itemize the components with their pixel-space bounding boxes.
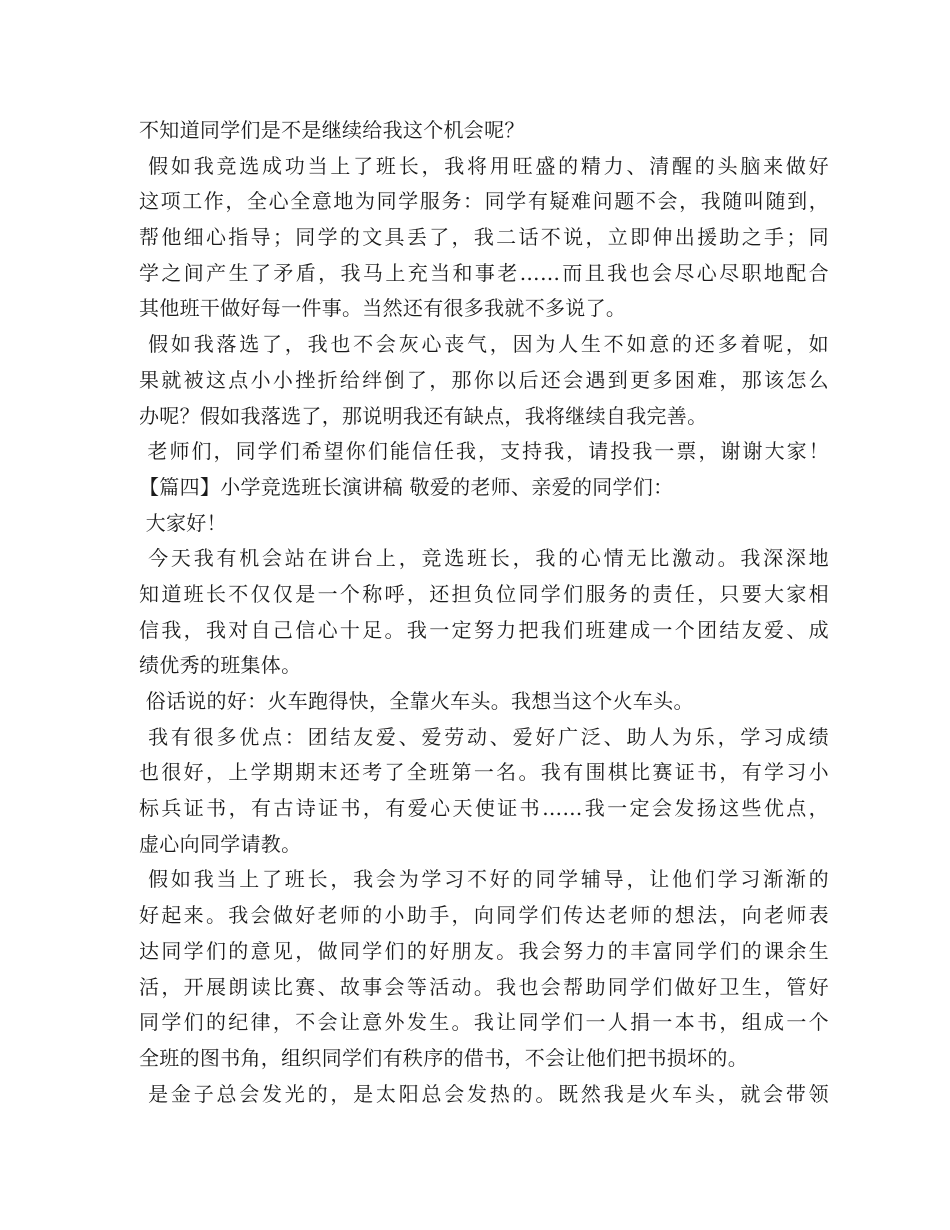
text-line: 虚心向同学请教。 bbox=[139, 831, 302, 856]
text-line: 果就被这点小小挫折给绊倒了，那你以后还会遇到更多困难，那该怎么 bbox=[139, 367, 829, 392]
text-line: 帮他细心指导；同学的文具丢了，我二话不说，立即伸出援助之手；同 bbox=[139, 225, 829, 250]
text-line: 全班的图书角，组织同学们有秩序的借书，不会让他们把书损坏的。 bbox=[139, 1045, 748, 1070]
text-line: 俗话说的好：火车跑得快，全靠火车头。我想当这个火车头。 bbox=[139, 689, 694, 713]
text-line: 老师们，同学们希望你们能信任我，支持我，请投我一票，谢谢大家！ bbox=[139, 439, 829, 464]
text-line: 是金子总会发光的，是太阳总会发热的。既然我是火车头，就会带领 bbox=[139, 1081, 829, 1106]
text-line: 假如我竞选成功当上了班长，我将用旺盛的精力、清醒的头脑来做好 bbox=[139, 153, 829, 178]
document-body bbox=[139, 113, 829, 1112]
text-line: 好起来。我会做好老师的小助手，向同学们传达老师的想法，向老师表 bbox=[139, 903, 829, 928]
text-line: 绩优秀的班集体。 bbox=[139, 653, 302, 678]
text-line: 今天我有机会站在讲台上，竞选班长，我的心情无比激动。我深深地 bbox=[139, 546, 829, 571]
text-line: 达同学们的意见，做同学们的好朋友。我会努力的丰富同学们的课余生 bbox=[139, 938, 829, 963]
text-line: 其他班干做好每一件事。当然还有很多我就不多说了。 bbox=[139, 296, 627, 321]
text-line: 知道班长不仅仅是一个称呼，还担负位同学们服务的责任，只要大家相 bbox=[139, 581, 829, 606]
text-line: 不知道同学们是不是继续给我这个机会呢？ bbox=[139, 118, 525, 142]
text-line: 办呢？假如我落选了，那说明我还有缺点，我将继续自我完善。 bbox=[139, 403, 708, 428]
text-line: 这项工作，全心全意地为同学服务：同学有疑难问题不会，我随叫随到， bbox=[139, 189, 829, 214]
text-line: 假如我落选了，我也不会灰心丧气，因为人生不如意的还多着呢，如 bbox=[139, 332, 829, 357]
text-line: 标兵证书，有古诗证书，有爱心天使证书……我一定会发扬这些优点， bbox=[139, 796, 829, 821]
section-heading-line: 【篇四】小学竞选班长演讲稿 敬爱的老师、亲爱的同学们： bbox=[139, 474, 674, 499]
text-line: 信我，我对自己信心十足。我一定努力把我们班建成一个团结友爱、成 bbox=[139, 617, 829, 642]
text-line: 学之间产生了矛盾，我马上充当和事老……而且我也会尽心尽职地配合 bbox=[139, 260, 829, 285]
text-line: 同学们的纪律，不会让意外发生。我让同学们一人捐一本书，组成一个 bbox=[139, 1010, 829, 1035]
text-line: 大家好！ bbox=[139, 510, 227, 535]
text-line: 假如我当上了班长，我会为学习不好的同学辅导，让他们学习渐渐的 bbox=[139, 867, 829, 892]
text-line: 我有很多优点：团结友爱、爱劳动、爱好广泛、助人为乐，学习成绩 bbox=[139, 724, 829, 749]
text-line: 也很好，上学期期末还考了全班第一名。我有围棋比赛证书，有学习小 bbox=[139, 760, 829, 785]
text-line: 活，开展朗读比赛、故事会等活动。我也会帮助同学们做好卫生，管好 bbox=[139, 974, 829, 999]
